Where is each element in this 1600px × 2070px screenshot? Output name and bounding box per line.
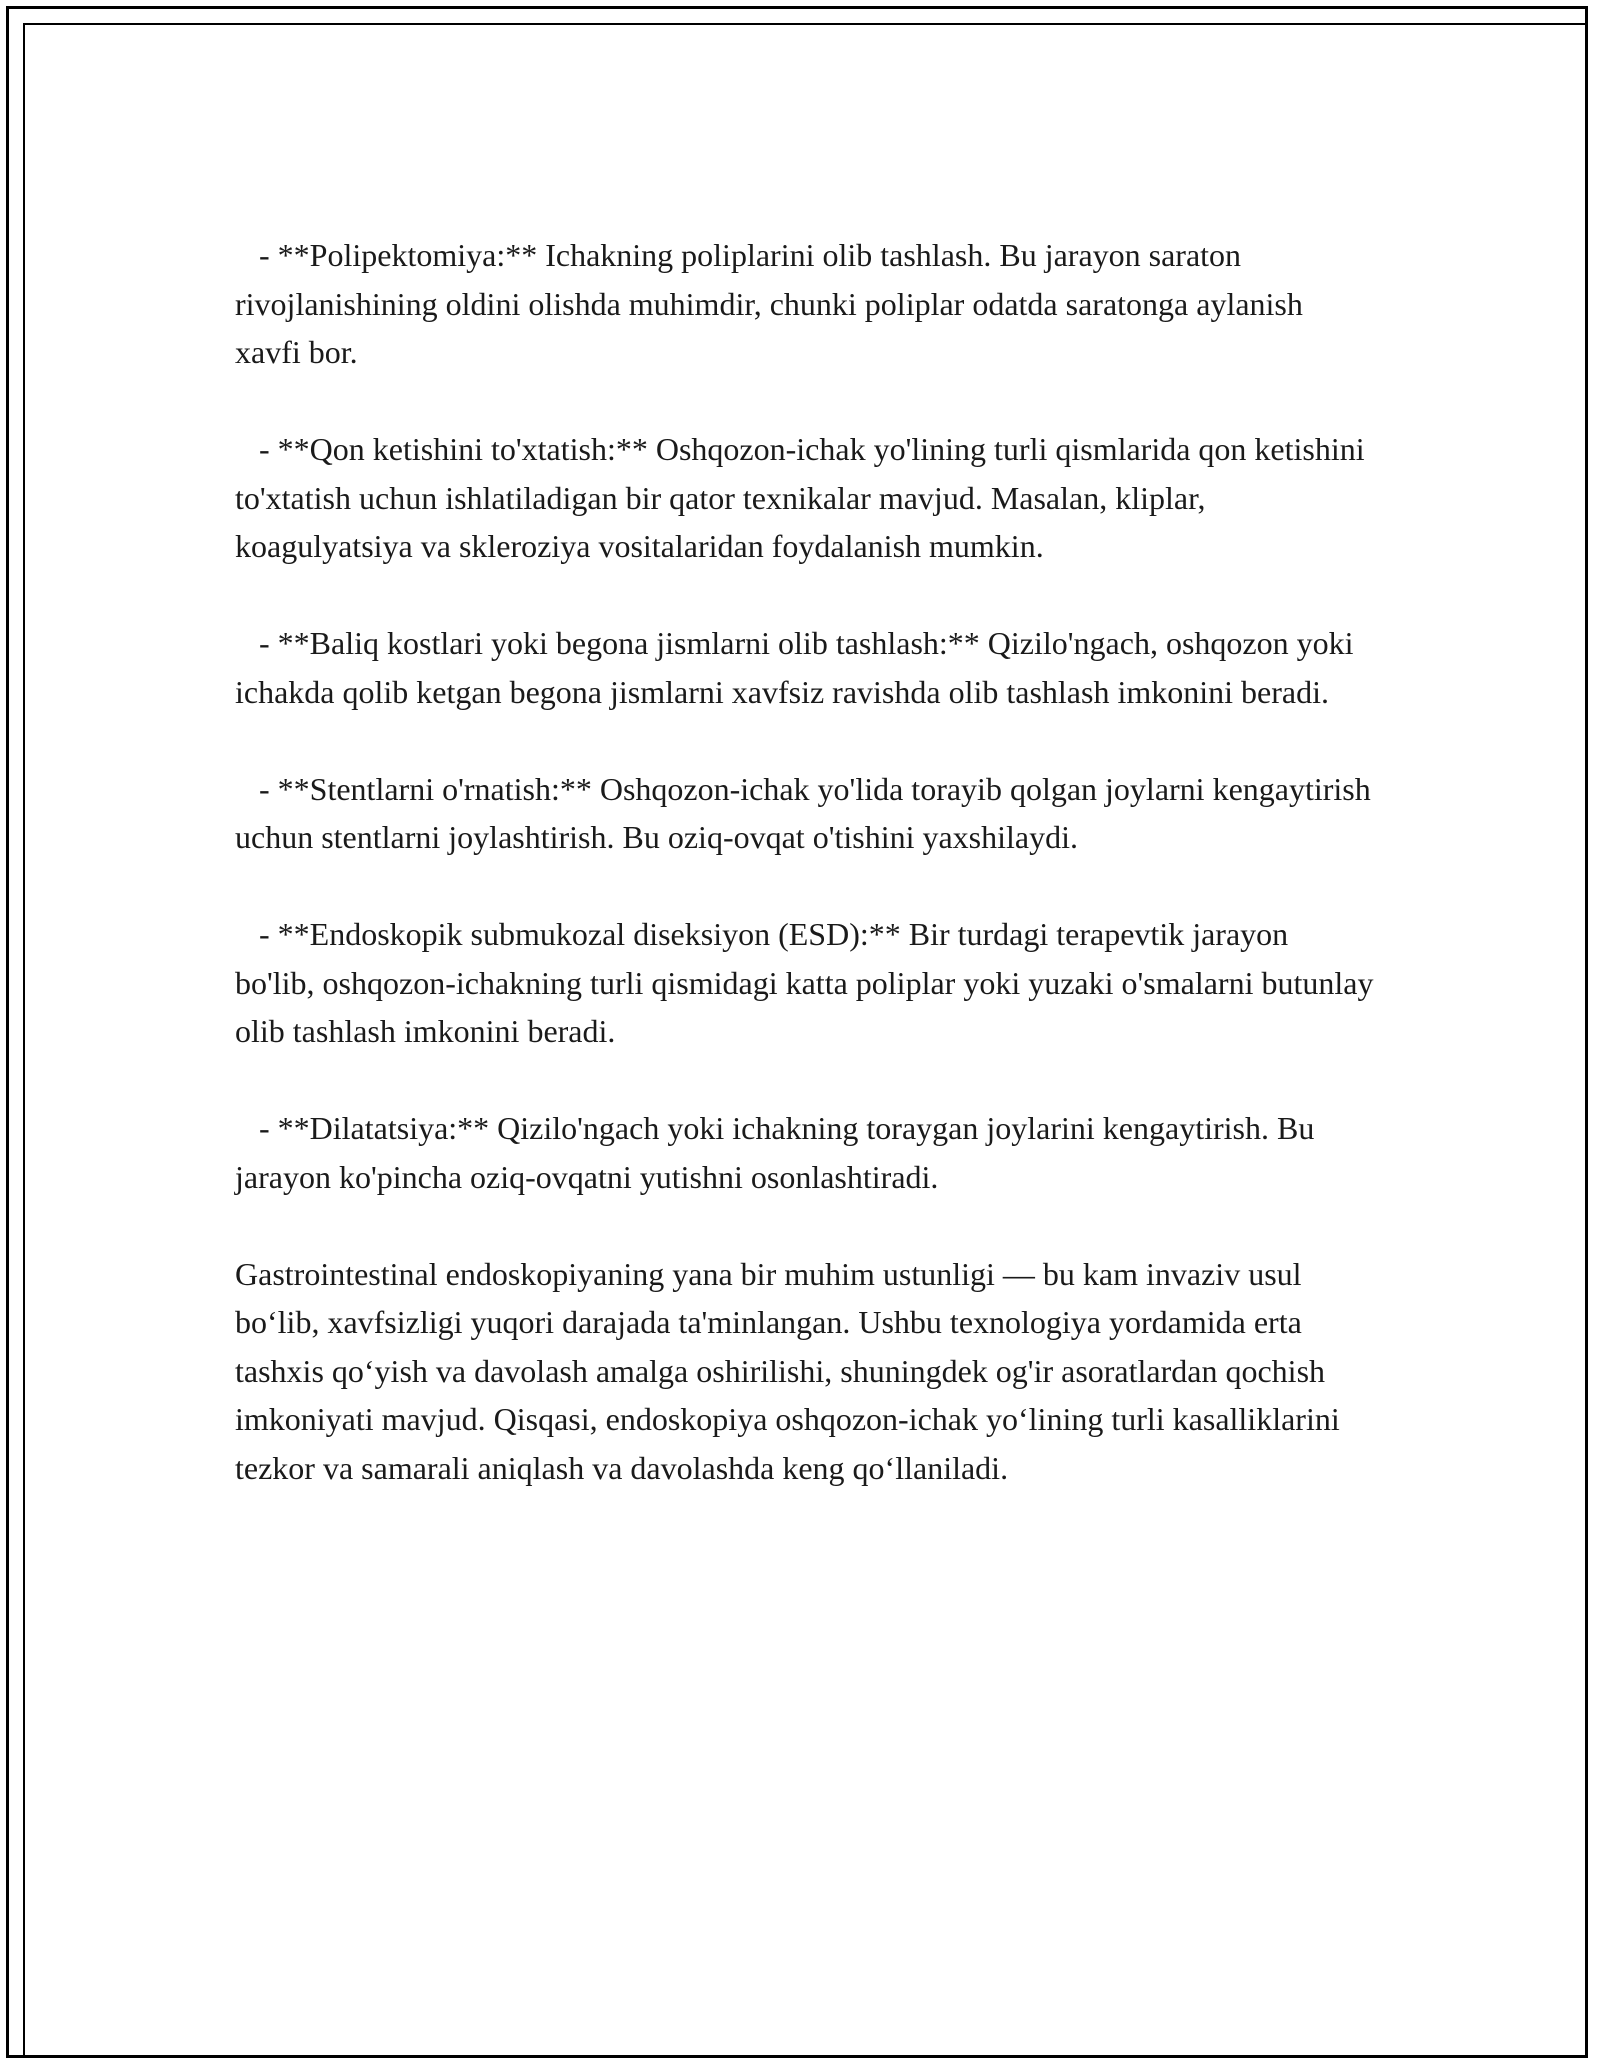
document-body (235, 231, 1382, 1492)
closing-paragraph: Gastrointestinal endoskopiyaning yana bir muhim ustunligi — bu kam invaziv usul bo‘lib, xavfsizligi yuqori darajada ta'minlangan. Ushbu texnologiya yordamida erta tashxis qo‘yish va davolash amalga oshirilishi, shuningdek og'ir asoratlardan qochish imkoniyati mavjud. Qisqasi, endoskopiya oshqozon-ichak yo‘lining turli kasalliklarini tezkor va samarali aniqlash va davolashda keng qo‘llaniladi. (235, 1255, 1348, 1486)
bullet-esd: - **Endoskopik submukozal diseksiyon (ESD):** Bir turdagi terapevtik jarayon bo'lib, oshqozon-ichakning turli qismidagi katta poliplar yoki yuzaki o'smalarni butunlay olib tashlash imkonini beradi. (235, 916, 1382, 1049)
bullet-stentlarni-ornatish: - **Stentlarni o'rnatish:** Oshqozon-ichak yo'lida torayib qolgan joylarni kengaytirish uchun stentlarni joylashtirish. Bu oziq-ovqat o'tishini yaxshilaydi. (235, 770, 1379, 855)
bullet-begona-jismlarni-olib-tashlash: - **Baliq kostlari yoki begona jismlarni olib tashlash:** Qizilo'ngach, oshqozon yoki ichakda qolib ketgan begona jismlarni xavfsiz ravishda olib tashlash imkonini beradi. (235, 625, 1362, 710)
bullet-qon-ketishini-toxtatish: - **Qon ketishini to'xtatish:** Oshqozon-ichak yo'lining turli qismlarida qon ketishini to'xtatish uchun ishlatiladigan bir qator texnikalar mavjud. Masalan, kliplar, koagulyatsiya va skleroziya vositalaridan foydalanish mumkin. (235, 431, 1373, 564)
bullet-polipektomiya: - **Polipektomiya:** Ichakning poliplarini olib tashlash. Bu jarayon saraton rivojlanishining oldini olishda muhimdir, chunki poliplar odatda saratonga aylanish xavfi bor. (235, 237, 1311, 370)
bullet-dilatatsiya: - **Dilatatsiya:** Qizilo'ngach yoki ichakning toraygan joylarini kengaytirish. Bu jarayon ko'pincha oziq-ovqatni yutishni osonlashtiradi. (235, 1110, 1323, 1195)
